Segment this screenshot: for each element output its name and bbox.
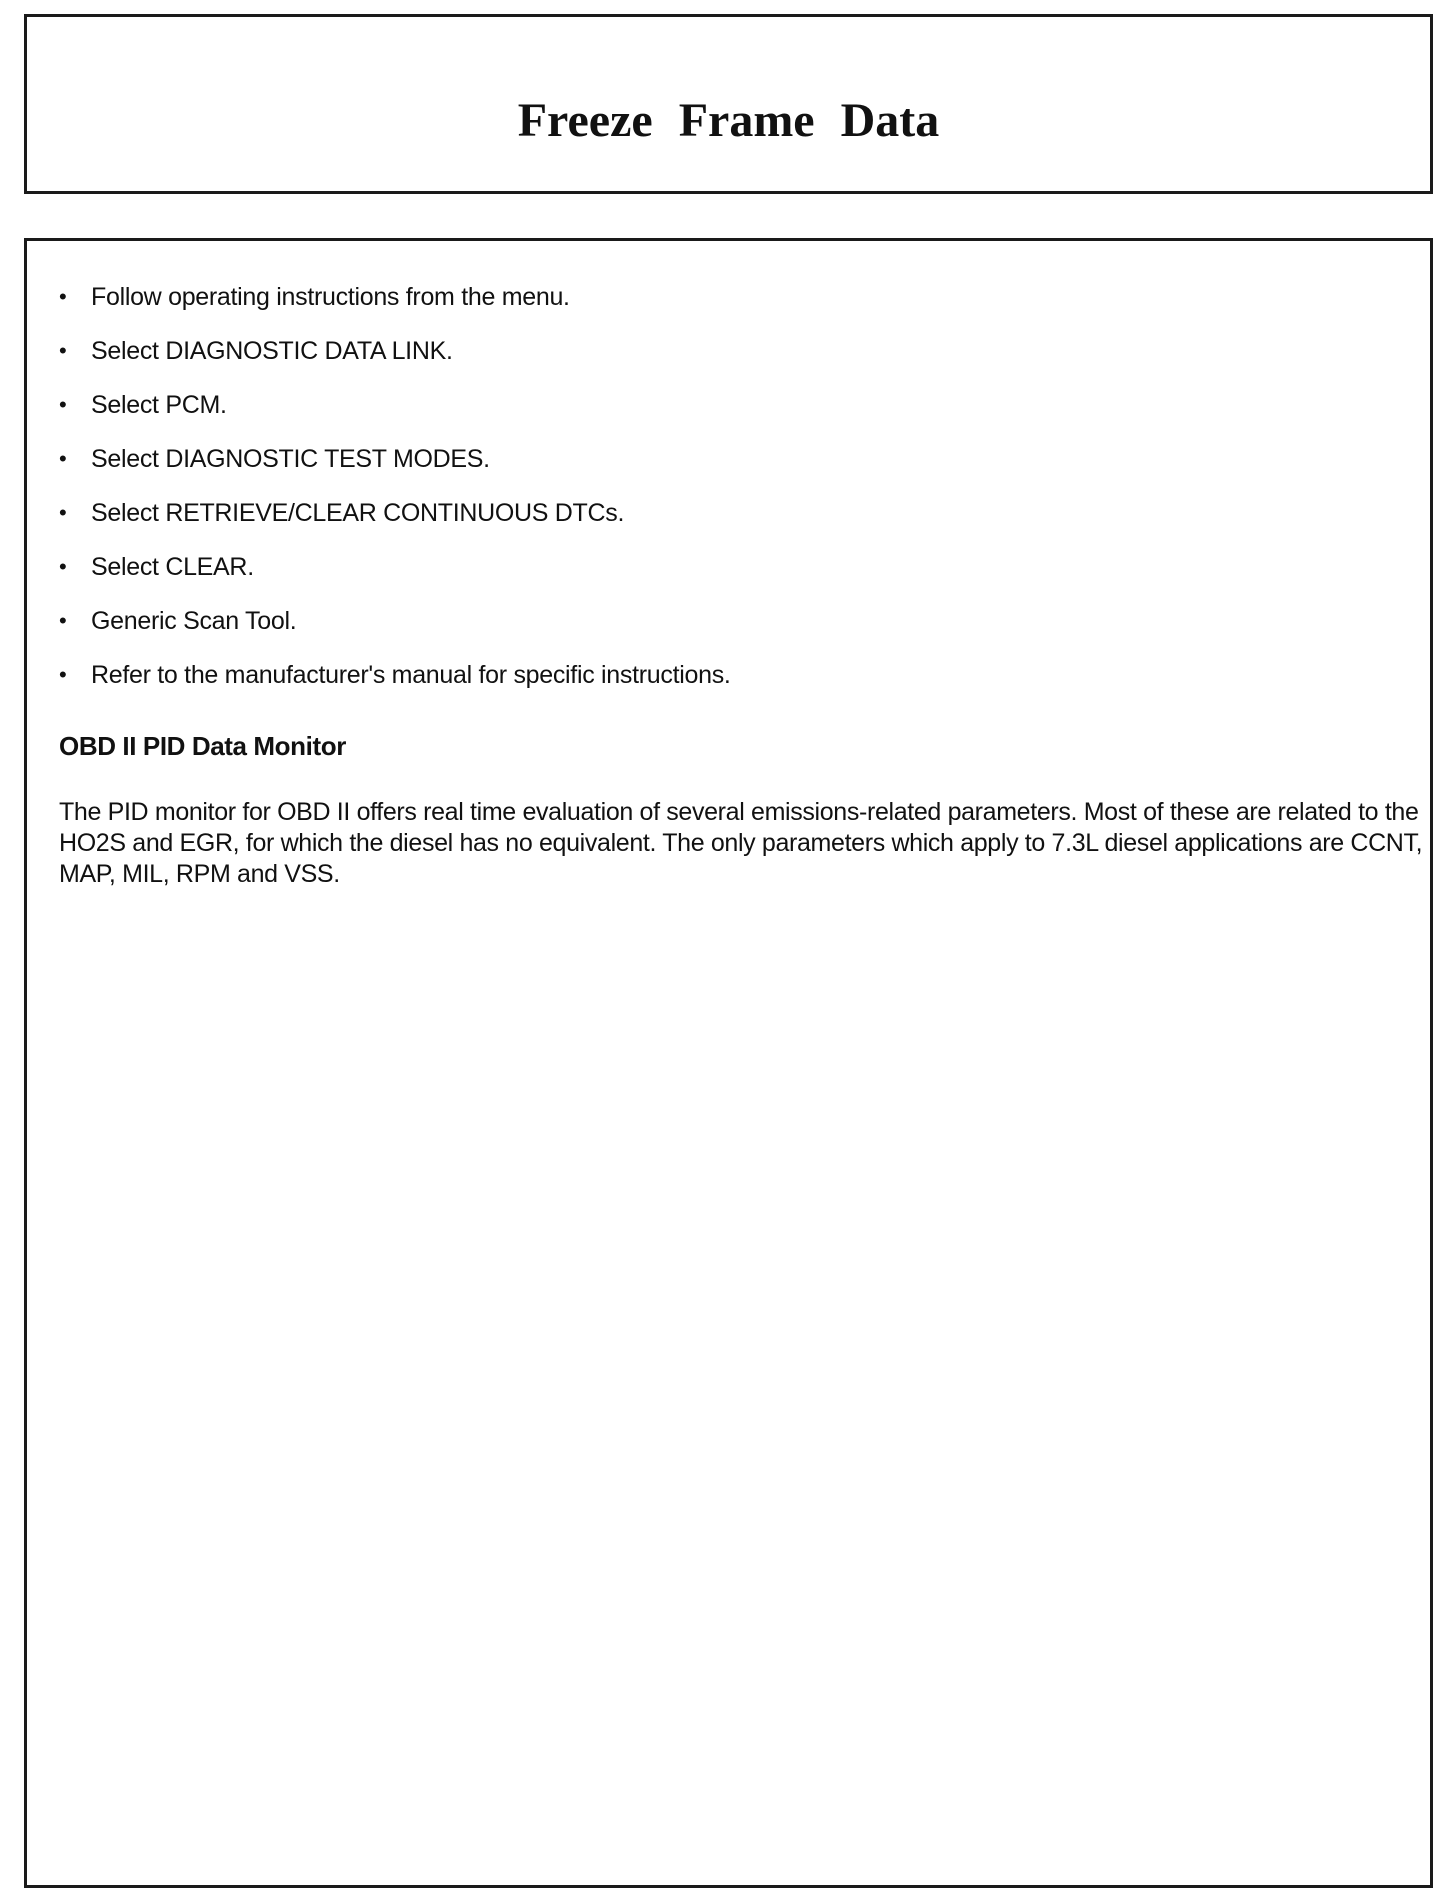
list-item-text: Select PCM. bbox=[91, 391, 227, 419]
list-item bbox=[57, 659, 1400, 713]
bullet-icon: • bbox=[59, 554, 67, 579]
list-item bbox=[57, 605, 1400, 659]
bullet-icon: • bbox=[59, 608, 67, 633]
list-item-text: Select CLEAR. bbox=[91, 553, 254, 581]
list-item bbox=[57, 551, 1400, 605]
list-item-text: Select DIAGNOSTIC TEST MODES. bbox=[91, 445, 490, 473]
bullet-icon: • bbox=[59, 284, 67, 309]
list-item-text: Refer to the manufacturer's manual for specific instructions. bbox=[91, 661, 731, 689]
list-item bbox=[57, 443, 1400, 497]
bullet-icon: • bbox=[59, 338, 67, 363]
content-box bbox=[24, 238, 1433, 1888]
section-paragraph: The PID monitor for OBD II offers real time evaluation of several emissions-related parameters. Most of these are related to the HO2S and EGR, for which the diesel has no equivalent. The only parameters which apply to 7.3L diesel applications are CCNT, MAP, MIL, RPM and VSS. bbox=[59, 798, 1423, 888]
list-item bbox=[57, 497, 1400, 551]
list-item bbox=[57, 335, 1400, 389]
bullet-icon: • bbox=[59, 500, 67, 525]
list-item-text: Select RETRIEVE/CLEAR CONTINUOUS DTCs. bbox=[91, 499, 625, 527]
bullet-icon: • bbox=[59, 662, 67, 687]
list-item-text: Select DIAGNOSTIC DATA LINK. bbox=[91, 337, 453, 365]
bullet-icon: • bbox=[59, 392, 67, 417]
bullet-icon: • bbox=[59, 446, 67, 471]
list-item bbox=[57, 281, 1400, 335]
list-item bbox=[57, 389, 1400, 443]
title-box bbox=[24, 14, 1433, 194]
list-item-text: Follow operating instructions from the menu. bbox=[91, 283, 570, 311]
page-title: Freeze Frame Data bbox=[517, 94, 940, 147]
list-item-text: Generic Scan Tool. bbox=[91, 607, 297, 635]
instruction-list bbox=[57, 281, 1400, 713]
section-heading: OBD II PID Data Monitor bbox=[59, 731, 346, 761]
